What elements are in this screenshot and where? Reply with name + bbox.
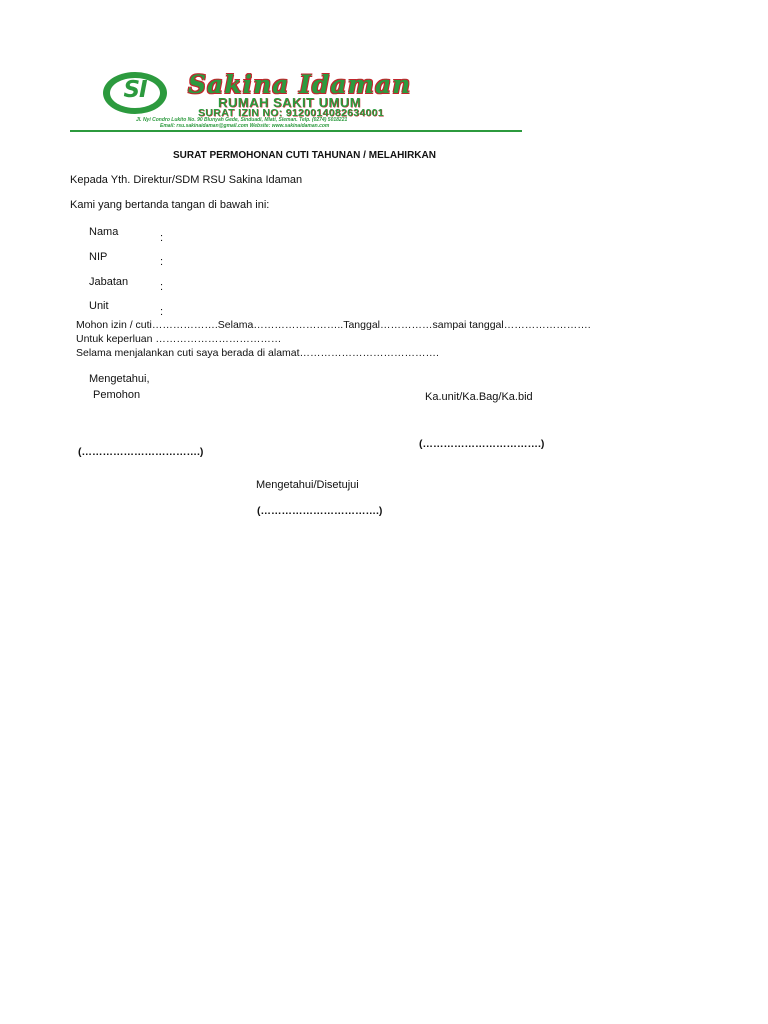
purpose-line: Untuk keperluan ……………………………… bbox=[76, 333, 282, 345]
approved-label: Mengetahui/Disetujui bbox=[256, 479, 359, 491]
acknowledged-label: Mengetahui, bbox=[89, 373, 150, 385]
approver-signature-blank: (…………………………….) bbox=[257, 505, 383, 517]
field-sep-nama: : bbox=[160, 232, 164, 244]
field-label-unit: Unit bbox=[89, 300, 109, 312]
addressee: Kepada Yth. Direktur/SDM RSU Sakina Idaman bbox=[70, 174, 303, 186]
brand-name: Sakina Idaman bbox=[188, 70, 412, 99]
field-label-nama: Nama bbox=[89, 226, 119, 238]
applicant-label: Pemohon bbox=[93, 389, 141, 401]
applicant-signature-blank: (…………………………….) bbox=[78, 446, 204, 458]
leave-request-line: Mohon izin / cuti……………….Selama……………………..Tanggal……………sampai tanggal……………………. bbox=[76, 319, 591, 331]
field-label-jabatan: Jabatan bbox=[89, 276, 129, 288]
head-label: Ka.unit/Ka.Bag/Ka.bid bbox=[425, 391, 533, 403]
hospital-address: Jl. Nyi Condro Lukito No. 90 Blunyah Gede, Sinduadi, Mlati, Sleman. Telp. (0274) 5018221 bbox=[136, 117, 348, 123]
header-divider bbox=[70, 130, 522, 132]
address-during-leave-line: Selama menjalankan cuti saya berada di alamat…………………………………. bbox=[76, 347, 439, 359]
hospital-contact: Email: rsu.sakinaidaman@gmail.com Website: www.sakinaidaman.com bbox=[160, 123, 330, 129]
field-sep-unit: : bbox=[160, 306, 164, 318]
intro-text: Kami yang bertanda tangan di bawah ini: bbox=[70, 199, 270, 211]
head-signature-blank: (…………………………….) bbox=[419, 438, 545, 450]
field-label-nip: NIP bbox=[89, 251, 108, 263]
form-title: SURAT PERMOHONAN CUTI TAHUNAN / MELAHIRKAN bbox=[173, 150, 436, 161]
hospital-type: RUMAH SAKIT UMUM bbox=[218, 95, 362, 110]
hospital-logo bbox=[103, 72, 167, 114]
logo-monogram: SI bbox=[123, 77, 147, 103]
permit-number: SURAT IZIN NO: 9120014082634001 bbox=[198, 107, 384, 119]
field-sep-nip: : bbox=[160, 256, 164, 268]
field-sep-jabatan: : bbox=[160, 281, 164, 293]
